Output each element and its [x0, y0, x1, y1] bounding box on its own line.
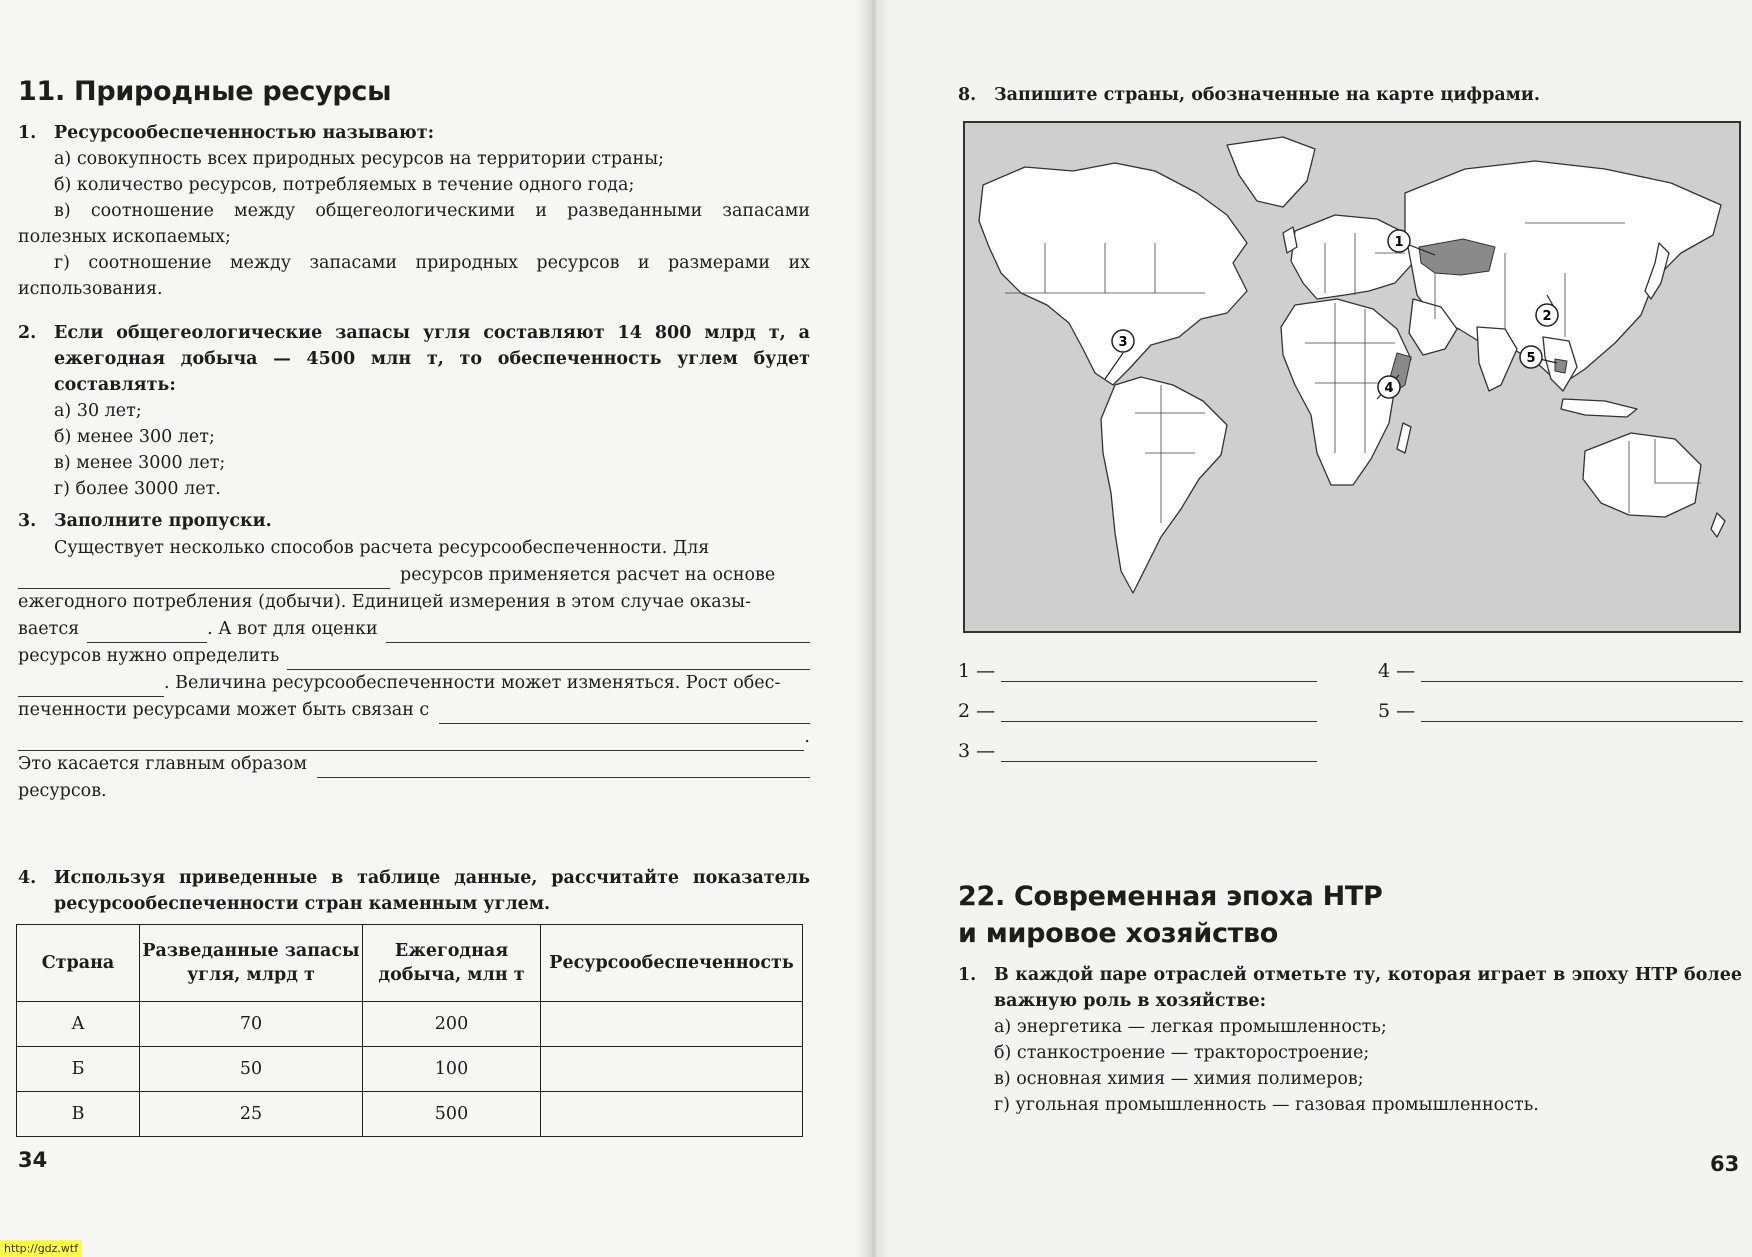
world-map-drawing	[965, 123, 1739, 631]
fill-blank[interactable]	[18, 570, 390, 589]
option-c: в) менее 3000 лет;	[54, 453, 226, 473]
column-header: Ресурсообеспеченность	[541, 925, 803, 1002]
table-cell: 25	[140, 1092, 363, 1137]
option-d: г) более 3000 лет.	[54, 479, 221, 499]
greenland-shape	[1227, 137, 1315, 207]
table-cell: В	[17, 1092, 140, 1137]
fill-blank[interactable]	[18, 678, 164, 697]
question-3-left	[18, 508, 810, 805]
option-a: а) 30 лет;	[54, 401, 142, 421]
page-number-right: 63	[1710, 1152, 1740, 1176]
australia-shape	[1583, 433, 1701, 517]
answer-label: 4 —	[1378, 660, 1416, 682]
option-a: а) энергетика — легкая промышленность;	[994, 1017, 1387, 1037]
answer-line-3[interactable]	[958, 740, 1317, 762]
answer-blank[interactable]	[1001, 703, 1317, 722]
answer-label: 3 —	[958, 740, 996, 762]
map-marker-4	[1378, 376, 1400, 398]
north-america-shape	[979, 163, 1247, 385]
answer-cell[interactable]	[541, 1002, 803, 1047]
map-marker-5	[1520, 346, 1542, 368]
fill-text-6: . Величина ресурсообеспеченности может изменяться. Рост обес-	[164, 673, 781, 693]
column-header: Разведанные запасы угля, млрд т	[140, 925, 363, 1002]
column-header: Ежегодная добыча, млн т	[363, 925, 541, 1002]
table-cell: 100	[363, 1047, 541, 1092]
question-number: 4.	[18, 868, 37, 888]
question-text: В каждой паре отраслей отметьте ту, которая играет в эпоху НТР более важную роль в хозяйстве:	[994, 965, 1742, 1011]
answer-line-4[interactable]	[1378, 660, 1743, 682]
answer-label: 1 —	[958, 660, 996, 682]
answer-label: 5 —	[1378, 700, 1416, 722]
table-cell: 500	[363, 1092, 541, 1137]
fill-blank[interactable]	[287, 651, 810, 670]
section-title-line: 22. Современная эпоха НТР	[958, 881, 1383, 912]
new-zealand-shape	[1711, 513, 1725, 537]
option-b: б) менее 300 лет;	[54, 427, 215, 447]
question-text: Запишите страны, обозначенные на карте цифрами.	[994, 85, 1540, 105]
option-b: б) количество ресурсов, потребляемых в течение одного года;	[54, 175, 635, 195]
answer-cell[interactable]	[541, 1092, 803, 1137]
book-gutter	[856, 0, 890, 1257]
fill-text-2: ресурсов применяется расчет на основе	[400, 565, 776, 585]
fill-text-4a: вается	[18, 619, 80, 639]
question-number: 3.	[18, 511, 37, 531]
question-2-left	[18, 320, 810, 502]
option-c: в) основная химия — химия полимеров;	[994, 1069, 1364, 1089]
question-number: 8.	[958, 85, 977, 105]
answer-line-5[interactable]	[1378, 700, 1743, 722]
answer-cell[interactable]	[541, 1047, 803, 1092]
table-cell: А	[17, 1002, 140, 1047]
answer-blank[interactable]	[1001, 743, 1317, 762]
fill-text-1: Существует несколько способов расчета ресурсообеспеченности. Для	[54, 538, 710, 558]
option-b: б) станкостроение — тракторостроение;	[994, 1043, 1370, 1063]
table-header-row	[17, 925, 803, 1002]
question-text: Используя приведенные в таблице данные, рассчитайте показатель ресурсообеспеченности стран каменным углем.	[54, 868, 810, 914]
south-america-shape	[1101, 377, 1227, 593]
fill-text-5: ресурсов нужно определить	[18, 646, 280, 666]
column-header: Страна	[17, 925, 140, 1002]
fill-blank[interactable]	[386, 624, 810, 643]
section-title-line: и мировое хозяйство	[958, 918, 1279, 949]
map-marker-2	[1536, 304, 1558, 326]
question-4-left	[18, 865, 810, 917]
question-text: Если общегеологические запасы угля составляют 14 800 млрд т, а ежегодная добыча — 4500 млн т, то обеспеченность углем будет составлять:	[54, 323, 810, 395]
europe-shape	[1291, 215, 1413, 299]
fill-text-3: ежегодного потребления (добычи). Единицей измерения в этом случае оказы-	[18, 592, 752, 612]
option-c: в) соотношение между общегеологическими и разведанными запасами полезных ископаемых;	[18, 201, 810, 247]
fill-blank[interactable]	[439, 705, 810, 724]
watermark-link[interactable]: http://gdz.wtf	[0, 1240, 82, 1257]
fill-text-4b: . А вот для оценки	[207, 619, 378, 639]
fill-blank[interactable]	[317, 759, 810, 778]
fill-blank[interactable]	[87, 624, 207, 643]
highlight-cambodia	[1555, 359, 1567, 373]
table-cell: 50	[140, 1047, 363, 1092]
world-map	[963, 121, 1741, 633]
map-marker-3	[1112, 330, 1134, 352]
option-d: г) соотношение между запасами природных ресурсов и размерами их использования.	[18, 253, 810, 299]
question-text: Ресурсообеспеченностью называют:	[54, 123, 435, 143]
answer-line-1[interactable]	[958, 660, 1317, 682]
page-number-left: 34	[18, 1148, 48, 1172]
question-1-right	[958, 962, 1742, 1118]
question-8-right	[958, 82, 1738, 108]
table-cell: Б	[17, 1047, 140, 1092]
question-number: 1.	[958, 965, 977, 985]
fill-blank[interactable]	[18, 732, 804, 751]
fill-text-9: Это касается главным образом	[18, 754, 307, 774]
question-1-left	[18, 120, 810, 302]
indonesia-shape	[1561, 399, 1637, 417]
question-number: 2.	[18, 323, 37, 343]
madagascar-shape	[1397, 423, 1411, 453]
marker-label: 2	[1542, 309, 1552, 324]
answer-line-2[interactable]	[958, 700, 1317, 722]
fill-text-10: ресурсов.	[18, 781, 107, 801]
answer-blank[interactable]	[1421, 663, 1743, 682]
answer-label: 2 —	[958, 700, 996, 722]
map-marker-1	[1388, 230, 1410, 252]
coal-data-table	[16, 924, 803, 1137]
question-number: 1.	[18, 123, 37, 143]
marker-label: 1	[1394, 235, 1404, 250]
option-a: а) совокупность всех природных ресурсов на территории страны;	[54, 149, 665, 169]
question-text: Заполните пропуски.	[54, 511, 272, 531]
answer-blank[interactable]	[1001, 663, 1317, 682]
fill-text-8: .	[804, 727, 810, 747]
table-cell: 70	[140, 1002, 363, 1047]
answer-blank[interactable]	[1421, 703, 1743, 722]
marker-label: 5	[1526, 351, 1536, 366]
fill-text-7: печенности ресурсами может быть связан с	[18, 700, 430, 720]
table-row	[17, 1092, 803, 1137]
section-title-11: 11. Природные ресурсы	[18, 76, 392, 107]
section-title-22	[958, 878, 1383, 952]
marker-label: 3	[1118, 335, 1128, 350]
table-cell: 200	[363, 1002, 541, 1047]
table-row	[17, 1002, 803, 1047]
table-row	[17, 1047, 803, 1092]
option-d: г) угольная промышленность — газовая промышленность.	[994, 1095, 1539, 1115]
marker-label: 4	[1384, 381, 1394, 396]
